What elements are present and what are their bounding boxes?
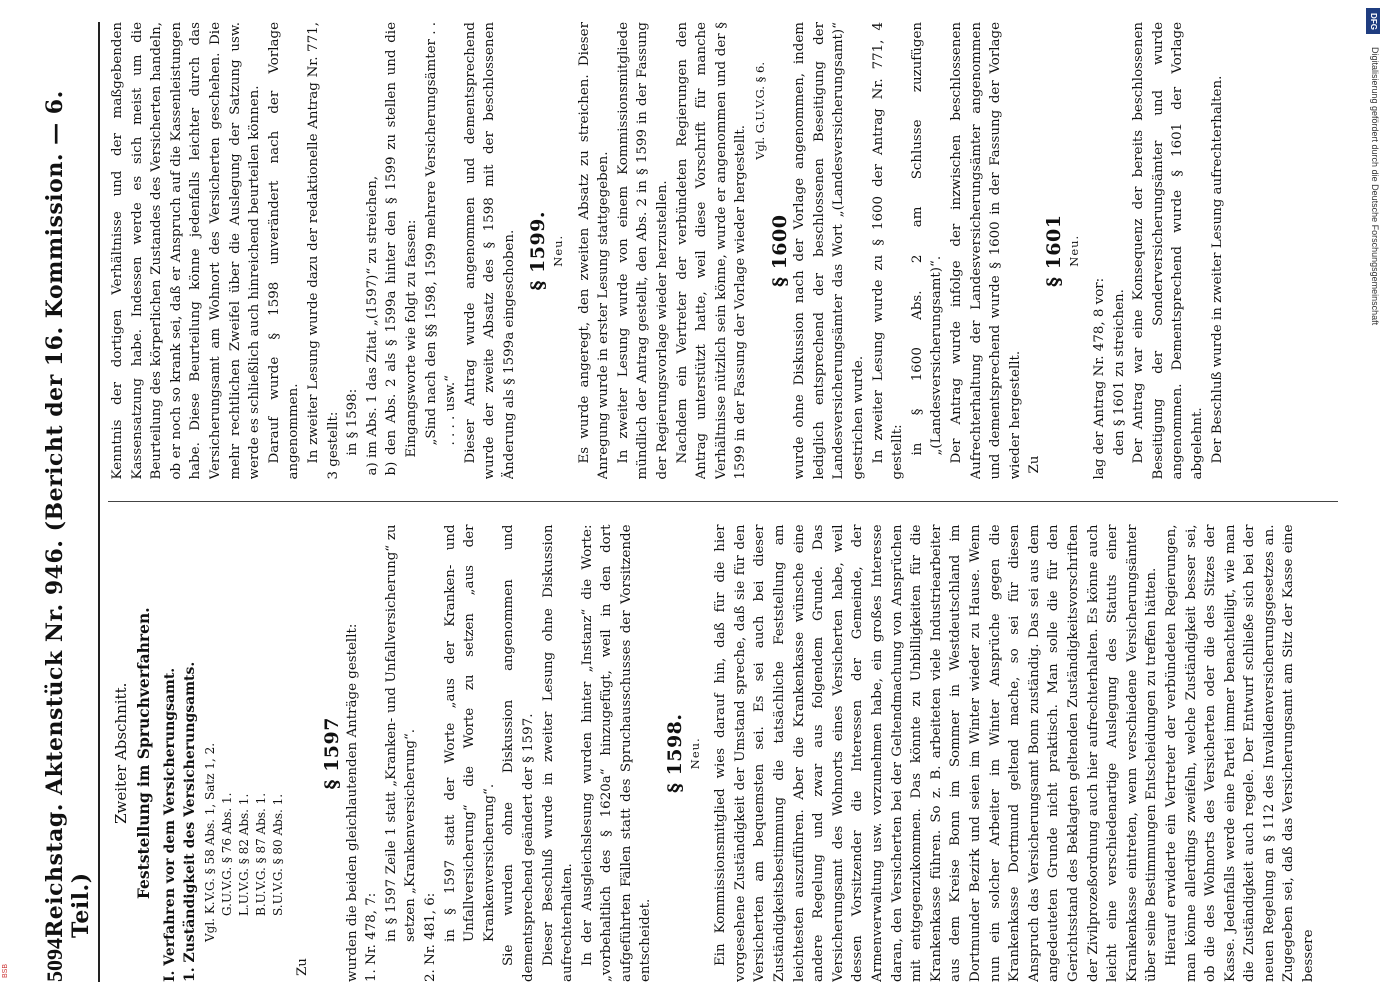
body-text: in § 1598: [345,388,361,456]
reference-line: B.U.V.G. § 87 Abs. 1. [254,792,269,916]
reference-line: G.U.V.G. § 76 Abs. 1. [220,792,235,916]
paragraph-1597-text: Dieser Beschluß wurde in zweiter Lesung ohne Diskussion aufrechterhalten. [540,524,576,982]
body-text: Darauf wurde § 1598 unverändert nach der Vorlage angenommen. [266,22,302,480]
paragraph-1600-mark: § 1600 [768,214,791,287]
paragraph-1599-text: Es wurde angeregt, den zweiten Absatz zu streichen. Dieser Anregung wurde in erster Lesung stattgegeben. [576,22,612,480]
paragraph-1601-neu: Neu. [1066,234,1081,267]
zu-label: Zu [1027,455,1043,474]
paragraph-1599-text: Nachdem ein Vertreter der verbündeten Regierungen den Antrag unterstützt hatte, weil diese Vorschrift für manche Verhältnisse nützlich sein könne, wurde er angenommen und der § 1599 in der Fassung der Vorlage wieder hergestellt. [674,22,749,480]
column-divider [108,502,1338,503]
paragraph-1601-text: Der Beschluß wurde in zweiter Lesung aufrechterhalten. [1209,75,1225,464]
document-page [30,0,1360,1000]
reference-line: Vgl. K.V.G. § 58 Abs. 1, Satz 1, 2. [203,742,218,942]
section-heading: Zweiter Abschnitt. [112,682,130,824]
paragraph-1598-neu: Neu. [687,737,702,770]
page-number: 5094 [42,938,67,982]
quoted-text: „Sind nach den §§ 1598, 1599 mehrere Versicherungsämter . . . . . . usw.“ [423,22,459,446]
running-head [42,22,100,982]
reference-line: L.U.V.G. § 82 Abs. 1. [237,793,252,916]
sub-sub-heading: 1. Zuständigkeit des Versicherungsamts. [181,661,198,982]
text-columns [108,22,1338,982]
paragraph-1599-text: In zweiter Lesung wurde von einem Kommissionsmitgliede mündlich der Antrag gestellt, den Abs. 2 in § 1599 in der Fassung der Regierungsvorlage wieder herzustellen. [615,22,671,480]
digitization-notice-text: Digitalisierung gefördert durch die Deutsche Forschungsgemeinschaft [1370,47,1380,326]
antrag-1-text: in § 1597 Zeile 1 statt „Kranken- und Unfallversicherung“ zu setzen „Krankenversicherung“. [383,524,419,942]
paragraph-1599-neu: Neu. [551,234,566,267]
paragraph-1600-reference: Vgl. G.U.V.G. § 6. [753,62,767,160]
antrag-1-label: 1. Nr. 478, 7: [364,892,380,982]
continuation-text: Kenntnis der dortigen Verhältnisse und der maßgebenden Kassensatzung habe. Indessen werde es sich meist um die Beurteilung des körperlichen Zustandes des Versicherten handeln, ob er noch so krank sei, daß er Anspruch auf die Kassenleistungen habe. Diese Beurteilung könne jedenfalls leichter durch das Versicherungsamt am Wohnort des Versicherten geschehen. Die mehr rechtlichen Zweifel über die Auslegung der Satzung usw. werde es schließlich auch hinreichend beurteilen können. [110,22,263,480]
column-right [108,22,1338,480]
sub-heading: I. Verfahren vor dem Versicherungsamt. [162,667,179,982]
digitization-notice [1370,40,1380,940]
paragraph-1597-text: In der Ausgleichslesung wurden hinter „Instanz“ die Worte: „vorbehaltlich des § 1620a“ hinzugefügt, weil in den dort aufgeführten Fällen statt des Spruchausschusses der Vorsitzende entscheidet. [579,524,654,982]
paragraph-1601-text: lag der Antrag Nr. 478, 8 vor: [1092,277,1108,480]
reference-line: S.U.V.G. § 80 Abs. 1. [271,793,286,916]
zu-label: Zu [295,958,311,976]
section-title: Feststellung im Spruchverfahren. [133,607,153,900]
paragraph-1601-mark: § 1601 [1042,214,1065,287]
paragraph-1600-text: In zweiter Lesung wurde zu § 1600 der Antrag Nr. 771, 4 gestellt: [870,22,906,480]
paragraph-1598-text: Ein Kommissionsmitglied wies darauf hin, daß für die hier vorgesehene Zuständigkeit der Umstand spreche, daß sie für den Versicherten am bequemsten sei. Es sei auch bei dieser Zuständigkeitsbestimmung die tatsächliche Feststellung am leichtesten auszuführen. Aber die Krankenkasse wünsche eine andere Regelung und zwar aus folgendem Grunde. Das Versicherungsamt des Wohnorts eines Versicherten habe, weil dessen Vorsitzender die Interessen der Gemeinde, der Armenverwaltung usw. vorzunehmen habe, ein großes Interesse daran, den Versicherten bei der Geltendmachung von Ansprüchen mit entgegenzukommen. Das könnte zu Unbilligkeiten für die Krankenkasse führen. So z. B. arbeiteten viele Industriearbeiter aus dem Kreise Bonn im Sommer in Westdeutschland im Dortmunder Bezirk und seien im Winter wieder zu Hause. Wenn nun ein solcher Arbeiter im Winter Ansprüche gegen die Krankenkasse Dortmund geltend mache, so sei für diesen Anspruch das Versicherungsamt Bonn zuständig. Das sei aus dem angedeuteten Grunde nicht praktisch. Man solle die für den Gerichtsstand des Beklagten geltenden Zuständigkeitsvorschriften der Zivilprozeßordnung auch hier aufrechterhalten. Es könne auch leicht eine verschiedenartige Auslegung des Statuts einer Krankenkasse eintreten, wenn verschiedene Versicherungsämter über seine Bestimmungen Entscheidungen zu treffen hätten. [713,524,1160,982]
antrag-2-label: 2. Nr. 481, 6: [422,892,438,982]
body-text: Dieser Antrag wurde angenommen und dementsprechend wurde der zweite Absatz des § 1598 mit der beschlossenen Änderung als § 1599a eingeschoben. [462,22,517,480]
paragraph-1598-text: Hierauf erwiderte ein Vertreter der verbündeten Regierungen, man könne allerdings zweifeln, welche Zuständigkeit besser sei, ob die des Wohnorts des Versicherten oder die des Sitzes der Kasse. Jedenfalls werde eine Partei immer benachteiligt, wie man die Zuständigkeit auch regele. Der Entwurf schließe sich bei der neuen Regelung an § 112 des Invalidenversicherungsgesetzes an. Zugegeben sei, daß das Versicherungsamt am Sitz der Kasse eine bessere [1163,524,1317,982]
paragraph-1600-text: Der Antrag wurde infolge der inzwischen beschlossenen Aufrechterhaltung der Landesversicherungsämter angenommen und dementsprechend wurde § 1600 in der Fassung der Vorlage wieder hergestellt. [948,22,1023,480]
paragraph-1597-text: Sie wurden ohne Diskussion angenommen und dementsprechend geändert der § 1597. [501,524,536,982]
column-left [108,525,1338,983]
paragraph-1597-intro: wurden die beiden gleichlautenden Anträge gestellt: [344,623,360,982]
paragraph-1600-text: wurde ohne Diskussion nach der Vorlage angenommen, indem lediglich entsprechend der beschlossenen Beseitigung der Landesversicherungsämter das Wort „(Landesversicherungsamt)“ gestrichen wurde. [792,22,866,480]
list-item: a) im Abs. 1 das Zitat „(1597)“ zu streichen, [364,175,380,476]
paragraph-1599-mark: § 1599. [527,210,550,291]
antrag-2-text: in § 1597 statt der Worte „aus der Kranken- und Unfallversicherung“ die Worte zu setzen „aus der Krankenversicherung“. [442,524,497,942]
list-item: b) den Abs. 2 als § 1599a hinter den § 1599 zu stellen und die Eingangsworte wie folgt zu fassen: [384,22,419,476]
paragraph-1601-text: den § 1601 zu streichen. [1111,289,1127,456]
dfg-logo: DFG [1366,8,1380,34]
paragraph-1601-text: Der Antrag war eine Konsequenz der bereits beschlossenen Beseitigung der Sonderversicherungsämter und wurde angenommen. Dementsprechend wurde § 1601 der Vorlage abgelehnt. [1131,22,1206,480]
reference-list [202,525,287,943]
paragraph-1597-mark: § 1597 [320,717,343,790]
bsb-mark: BSB [2,963,9,978]
paragraph-1598-mark: § 1598. [664,713,687,794]
running-head-title: Reichstag. Aktenstück Nr. 946. (Bericht der 16. Kommission. — 6. Teil.) [42,90,94,938]
paragraph-1600-text: in § 1600 Abs. 2 am Schlusse zuzufügen „(Landesversicherungsamt)“. [909,22,945,456]
body-text: In zweiter Lesung wurde dazu der redaktionelle Antrag Nr. 771, 3 gestellt: [305,22,341,480]
